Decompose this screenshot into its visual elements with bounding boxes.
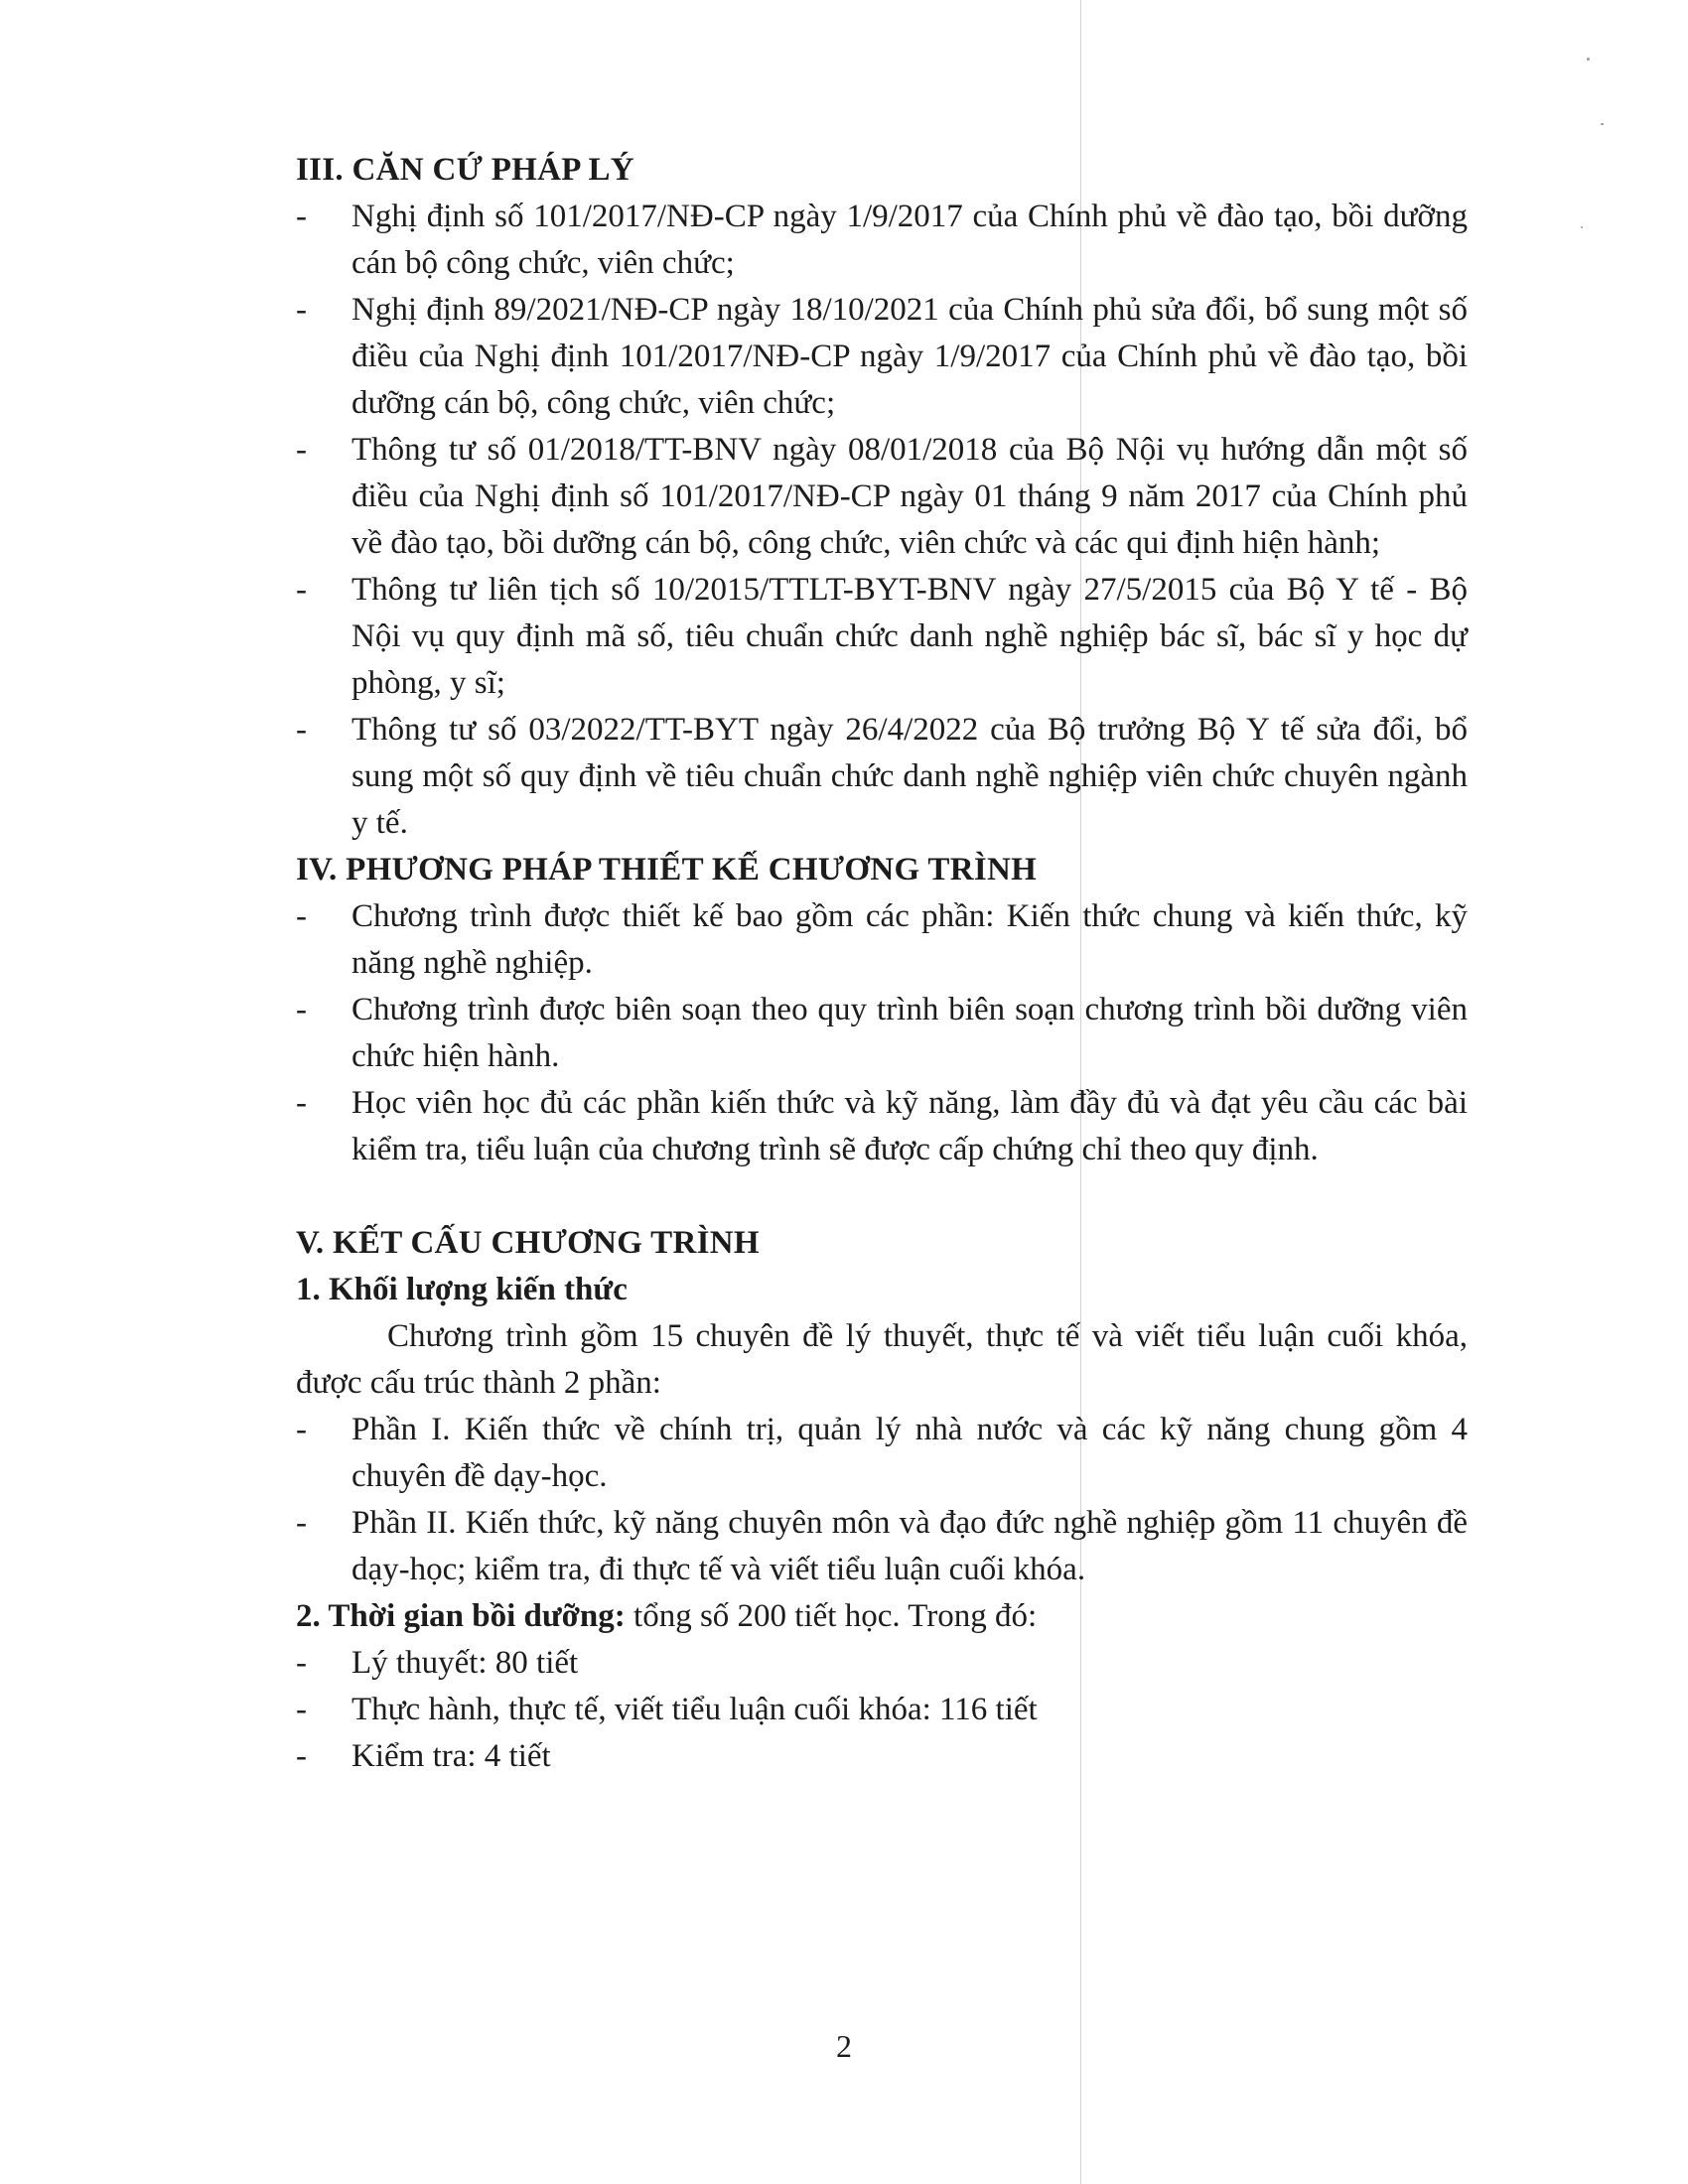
- scan-speck: [1587, 58, 1590, 61]
- list-item: - Kiểm tra: 4 tiết: [296, 1733, 1468, 1780]
- list-item: - Thông tư số 03/2022/TT-BYT ngày 26/4/2022 của Bộ trưởng Bộ Y tế sửa đổi, bổ sung một số quy định về tiêu chuẩn chức danh nghề nghiệp viên chức chuyên ngành y tế.: [296, 707, 1468, 847]
- list-item: - Chương trình được thiết kế bao gồm các phần: Kiến thức chung và kiến thức, kỹ năng nghề nghiệp.: [296, 893, 1468, 987]
- list-item: - Nghị định số 101/2017/NĐ-CP ngày 1/9/2017 của Chính phủ về đào tạo, bồi dưỡng cán bộ công chức, viên chức;: [296, 194, 1468, 287]
- list-item: - Học viên học đủ các phần kiến thức và kỹ năng, làm đầy đủ và đạt yêu cầu các bài kiểm tra, tiểu luận của chương trình sẽ được cấp chứng chỉ theo quy định.: [296, 1080, 1468, 1173]
- list-item: - Lý thuyết: 80 tiết: [296, 1640, 1468, 1687]
- blank-line: [296, 1173, 1468, 1220]
- list-item: - Thực hành, thực tế, viết tiểu luận cuối khóa: 116 tiết: [296, 1687, 1468, 1733]
- section-3-heading: III. CĂN CỨ PHÁP LÝ: [296, 152, 634, 188]
- section-4-list: [296, 893, 1468, 1173]
- scan-speck: [1581, 226, 1583, 228]
- list-item: - Thông tư số 01/2018/TT-BNV ngày 08/01/2018 của Bộ Nội vụ hướng dẫn một số điều của Nghị định số 101/2017/NĐ-CP ngày 01 tháng 9 năm 2017 của Chính phủ về đào tạo, bồi dưỡng cán bộ, công chức, viên chức và các qui định hiện hành;: [296, 427, 1468, 567]
- subsection-1-intro: Chương trình gồm 15 chuyên đề lý thuyết, thực tế và viết tiểu luận cuối khóa, được cấu trúc thành 2 phần:: [296, 1318, 1468, 1401]
- subsection-2-list: [296, 1640, 1468, 1780]
- list-item: - Nghị định 89/2021/NĐ-CP ngày 18/10/2021 của Chính phủ sửa đổi, bổ sung một số điều của Nghị định 101/2017/NĐ-CP ngày 1/9/2017 của Chính phủ về đào tạo, bồi dưỡng cán bộ, công chức, viên chức;: [296, 287, 1468, 427]
- list-item: - Phần II. Kiến thức, kỹ năng chuyên môn và đạo đức nghề nghiệp gồm 11 chuyên đề dạy-học; kiểm tra, đi thực tế và viết tiểu luận cuối khóa.: [296, 1500, 1468, 1593]
- subsection-1-heading: 1. Khối lượng kiến thức: [296, 1272, 628, 1307]
- section-3-list: [296, 194, 1468, 847]
- list-item: - Thông tư liên tịch số 10/2015/TTLT-BYT-BNV ngày 27/5/2015 của Bộ Y tế - Bộ Nội vụ quy định mã số, tiêu chuẩn chức danh nghề nghiệp bác sĩ, bác sĩ y học dự phòng, y sĩ;: [296, 567, 1468, 707]
- section-5-heading: V. KẾT CẤU CHƯƠNG TRÌNH: [296, 1225, 760, 1261]
- subsection-2-line: [296, 1593, 1468, 1640]
- scan-speck: [1601, 123, 1604, 125]
- document-body: [296, 147, 1468, 1780]
- subsection-2-text: tổng số 200 tiết học. Trong đó:: [625, 1598, 1038, 1634]
- list-item: - Chương trình được biên soạn theo quy trình biên soạn chương trình bồi dưỡng viên chức hiện hành.: [296, 987, 1468, 1080]
- subsection-1-list: [296, 1407, 1468, 1593]
- section-4-heading: IV. PHƯƠNG PHÁP THIẾT KẾ CHƯƠNG TRÌNH: [296, 852, 1038, 887]
- subsection-2-heading: 2. Thời gian bồi dưỡng:: [296, 1598, 626, 1634]
- page-number: 2: [836, 2028, 852, 2064]
- list-item: - Phần I. Kiến thức về chính trị, quản lý nhà nước và các kỹ năng chung gồm 4 chuyên đề dạy-học.: [296, 1407, 1468, 1500]
